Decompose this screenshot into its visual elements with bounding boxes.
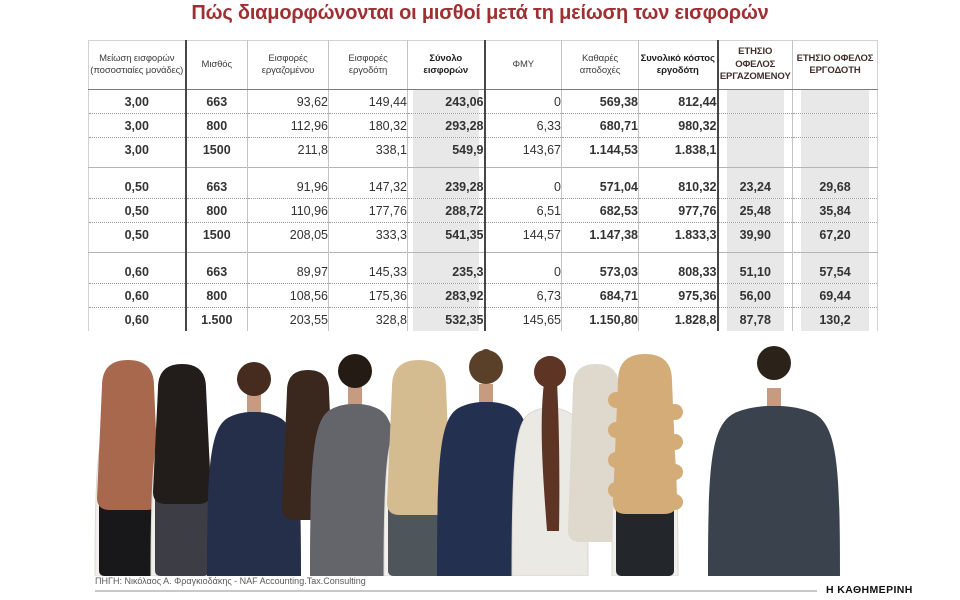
table-cell: 67,20 [793, 223, 878, 247]
table-cell: 108,56 [248, 284, 329, 308]
table-cell [718, 138, 793, 162]
table-cell: 975,36 [639, 284, 718, 308]
table-cell: 569,38 [562, 90, 639, 114]
table-cell: 800 [186, 114, 248, 138]
table-cell: 23,24 [718, 175, 793, 199]
table-cell: 211,8 [248, 138, 329, 162]
table-cell: 175,36 [329, 284, 408, 308]
spacer-row [89, 253, 878, 261]
table-cell: 682,53 [562, 199, 639, 223]
col-header-annual-benefit-employee: ΕΤΗΣΙΟ ΟΦΕΛΟΣ ΕΡΓΑΖΟΜΕΝΟΥ [718, 41, 793, 90]
header-row [89, 41, 878, 90]
table-cell: 29,68 [793, 175, 878, 199]
table-cell: 283,92 [408, 284, 485, 308]
person-woman-black-hair [151, 364, 213, 576]
spacer-cell [408, 168, 485, 176]
table-cell: 800 [186, 284, 248, 308]
table-cell: 1.833,3 [639, 223, 718, 247]
spacer-cell [329, 168, 408, 176]
table-cell: 145,65 [485, 308, 562, 332]
table-cell: 812,44 [639, 90, 718, 114]
table-cell: 1.828,8 [639, 308, 718, 332]
spacer-cell [89, 168, 186, 176]
table-cell: 0,50 [89, 223, 186, 247]
table-cell: 51,10 [718, 260, 793, 284]
source-credit: ΠΗΓΗ: Νικόλαος Α. Φραγκιοδάκης - NAF Accounting.Tax.Consulting [95, 576, 366, 586]
table-row [89, 260, 878, 284]
table-cell: 208,05 [248, 223, 329, 247]
kathimerini-logo: Η ΚΑΘΗΜΕΡΙΝΗ [826, 584, 913, 596]
table-cell: 35,84 [793, 199, 878, 223]
table-cell [793, 90, 878, 114]
table-cell: 977,76 [639, 199, 718, 223]
table-cell: 288,72 [408, 199, 485, 223]
table-row [89, 90, 878, 114]
table-cell: 663 [186, 175, 248, 199]
table-cell: 1.144,53 [562, 138, 639, 162]
table-cell: 0,60 [89, 260, 186, 284]
table-cell: 684,71 [562, 284, 639, 308]
table-cell: 1.838,1 [639, 138, 718, 162]
table-cell: 235,3 [408, 260, 485, 284]
table-cell: 93,62 [248, 90, 329, 114]
table-cell: 800 [186, 199, 248, 223]
table-cell: 293,28 [408, 114, 485, 138]
table-cell: 56,00 [718, 284, 793, 308]
table-cell: 39,90 [718, 223, 793, 247]
table-cell: 663 [186, 260, 248, 284]
col-header-employee-contrib: Εισφορές εργαζομένου [248, 41, 329, 90]
spacer-cell [329, 253, 408, 261]
col-header-total-contrib: Σύνολο εισφορών [408, 41, 485, 90]
col-header-net-pay: Καθαρές αποδοχές [562, 41, 639, 90]
table-row [89, 138, 878, 162]
salary-table-wrap [88, 40, 878, 331]
table-row [89, 199, 878, 223]
person-woman-curly-blonde [608, 354, 683, 576]
table-cell: 6,33 [485, 114, 562, 138]
table-cell: 333,3 [329, 223, 408, 247]
table-cell: 1500 [186, 138, 248, 162]
table-cell: 147,32 [329, 175, 408, 199]
table-cell: 0,50 [89, 199, 186, 223]
col-header-employer-cost: Συνολικό κόστος εργοδότη [639, 41, 718, 90]
footer-divider [95, 590, 817, 592]
table-cell: 180,32 [329, 114, 408, 138]
table-cell: 980,32 [639, 114, 718, 138]
table-cell: 149,44 [329, 90, 408, 114]
col-header-employer-contrib: Εισφορές εργοδότη [329, 41, 408, 90]
table-cell: 0,60 [89, 308, 186, 332]
table-cell [718, 90, 793, 114]
table-cell: 112,96 [248, 114, 329, 138]
table-cell: 6,51 [485, 199, 562, 223]
spacer-cell [639, 253, 718, 261]
table-cell: 810,32 [639, 175, 718, 199]
table-cell: 69,44 [793, 284, 878, 308]
table-cell: 3,00 [89, 114, 186, 138]
table-cell: 143,67 [485, 138, 562, 162]
table-cell: 0 [485, 175, 562, 199]
table-cell: 808,33 [639, 260, 718, 284]
spacer-row [89, 168, 878, 176]
office-workers-photo [88, 340, 877, 576]
table-row [89, 175, 878, 199]
page-title: Πώς διαμορφώνονται οι μισθοί μετά τη μείωση των εισφορών [191, 2, 769, 24]
table-cell: 203,55 [248, 308, 329, 332]
table-cell: 0,60 [89, 284, 186, 308]
table-cell: 3,00 [89, 90, 186, 114]
table-cell: 680,71 [562, 114, 639, 138]
spacer-cell [562, 253, 639, 261]
table-row [89, 114, 878, 138]
table-cell: 1.150,80 [562, 308, 639, 332]
spacer-cell [248, 168, 329, 176]
person-man-charcoal [708, 346, 840, 576]
col-header-fmy: ΦΜΥ [485, 41, 562, 90]
spacer-cell [793, 253, 878, 261]
table-cell: 338,1 [329, 138, 408, 162]
spacer-cell [562, 168, 639, 176]
table-cell: 532,35 [408, 308, 485, 332]
spacer-cell [718, 253, 793, 261]
col-header-annual-benefit-employer: ΕΤΗΣΙΟ ΟΦΕΛΟΣ ΕΡΓΟΔΟΤΗ [793, 41, 878, 90]
table-cell: 0 [485, 90, 562, 114]
table-cell: 91,96 [248, 175, 329, 199]
table-cell: 25,48 [718, 199, 793, 223]
table-cell: 6,73 [485, 284, 562, 308]
table-cell: 571,04 [562, 175, 639, 199]
table-cell: 573,03 [562, 260, 639, 284]
spacer-cell [485, 253, 562, 261]
table-cell: 145,33 [329, 260, 408, 284]
table-cell: 328,8 [329, 308, 408, 332]
table-row [89, 223, 878, 247]
table-cell: 243,06 [408, 90, 485, 114]
table-cell: 57,54 [793, 260, 878, 284]
table-cell [793, 138, 878, 162]
spacer-cell [718, 168, 793, 176]
table-cell: 549,9 [408, 138, 485, 162]
table-cell: 110,96 [248, 199, 329, 223]
table-cell: 87,78 [718, 308, 793, 332]
table-cell: 3,00 [89, 138, 186, 162]
table-row [89, 308, 878, 332]
table-cell: 130,2 [793, 308, 878, 332]
table-cell: 1500 [186, 223, 248, 247]
table-cell: 177,76 [329, 199, 408, 223]
spacer-cell [186, 253, 248, 261]
spacer-cell [408, 253, 485, 261]
table-cell: 89,97 [248, 260, 329, 284]
spacer-cell [89, 253, 186, 261]
col-header-salary: Μισθός [186, 41, 248, 90]
spacer-cell [248, 253, 329, 261]
spacer-cell [485, 168, 562, 176]
col-header-reduction: Μείωση εισφορών (ποσοστιαίες μονάδες) [89, 41, 186, 90]
table-cell: 541,35 [408, 223, 485, 247]
table-cell [793, 114, 878, 138]
table-cell: 0,50 [89, 175, 186, 199]
spacer-cell [793, 168, 878, 176]
table-cell: 0 [485, 260, 562, 284]
spacer-cell [186, 168, 248, 176]
table-cell [718, 114, 793, 138]
table-cell: 239,28 [408, 175, 485, 199]
table-cell: 663 [186, 90, 248, 114]
table-cell: 144,57 [485, 223, 562, 247]
table-cell: 1.500 [186, 308, 248, 332]
spacer-cell [639, 168, 718, 176]
salary-table [88, 40, 878, 331]
table-row [89, 284, 878, 308]
table-cell: 1.147,38 [562, 223, 639, 247]
